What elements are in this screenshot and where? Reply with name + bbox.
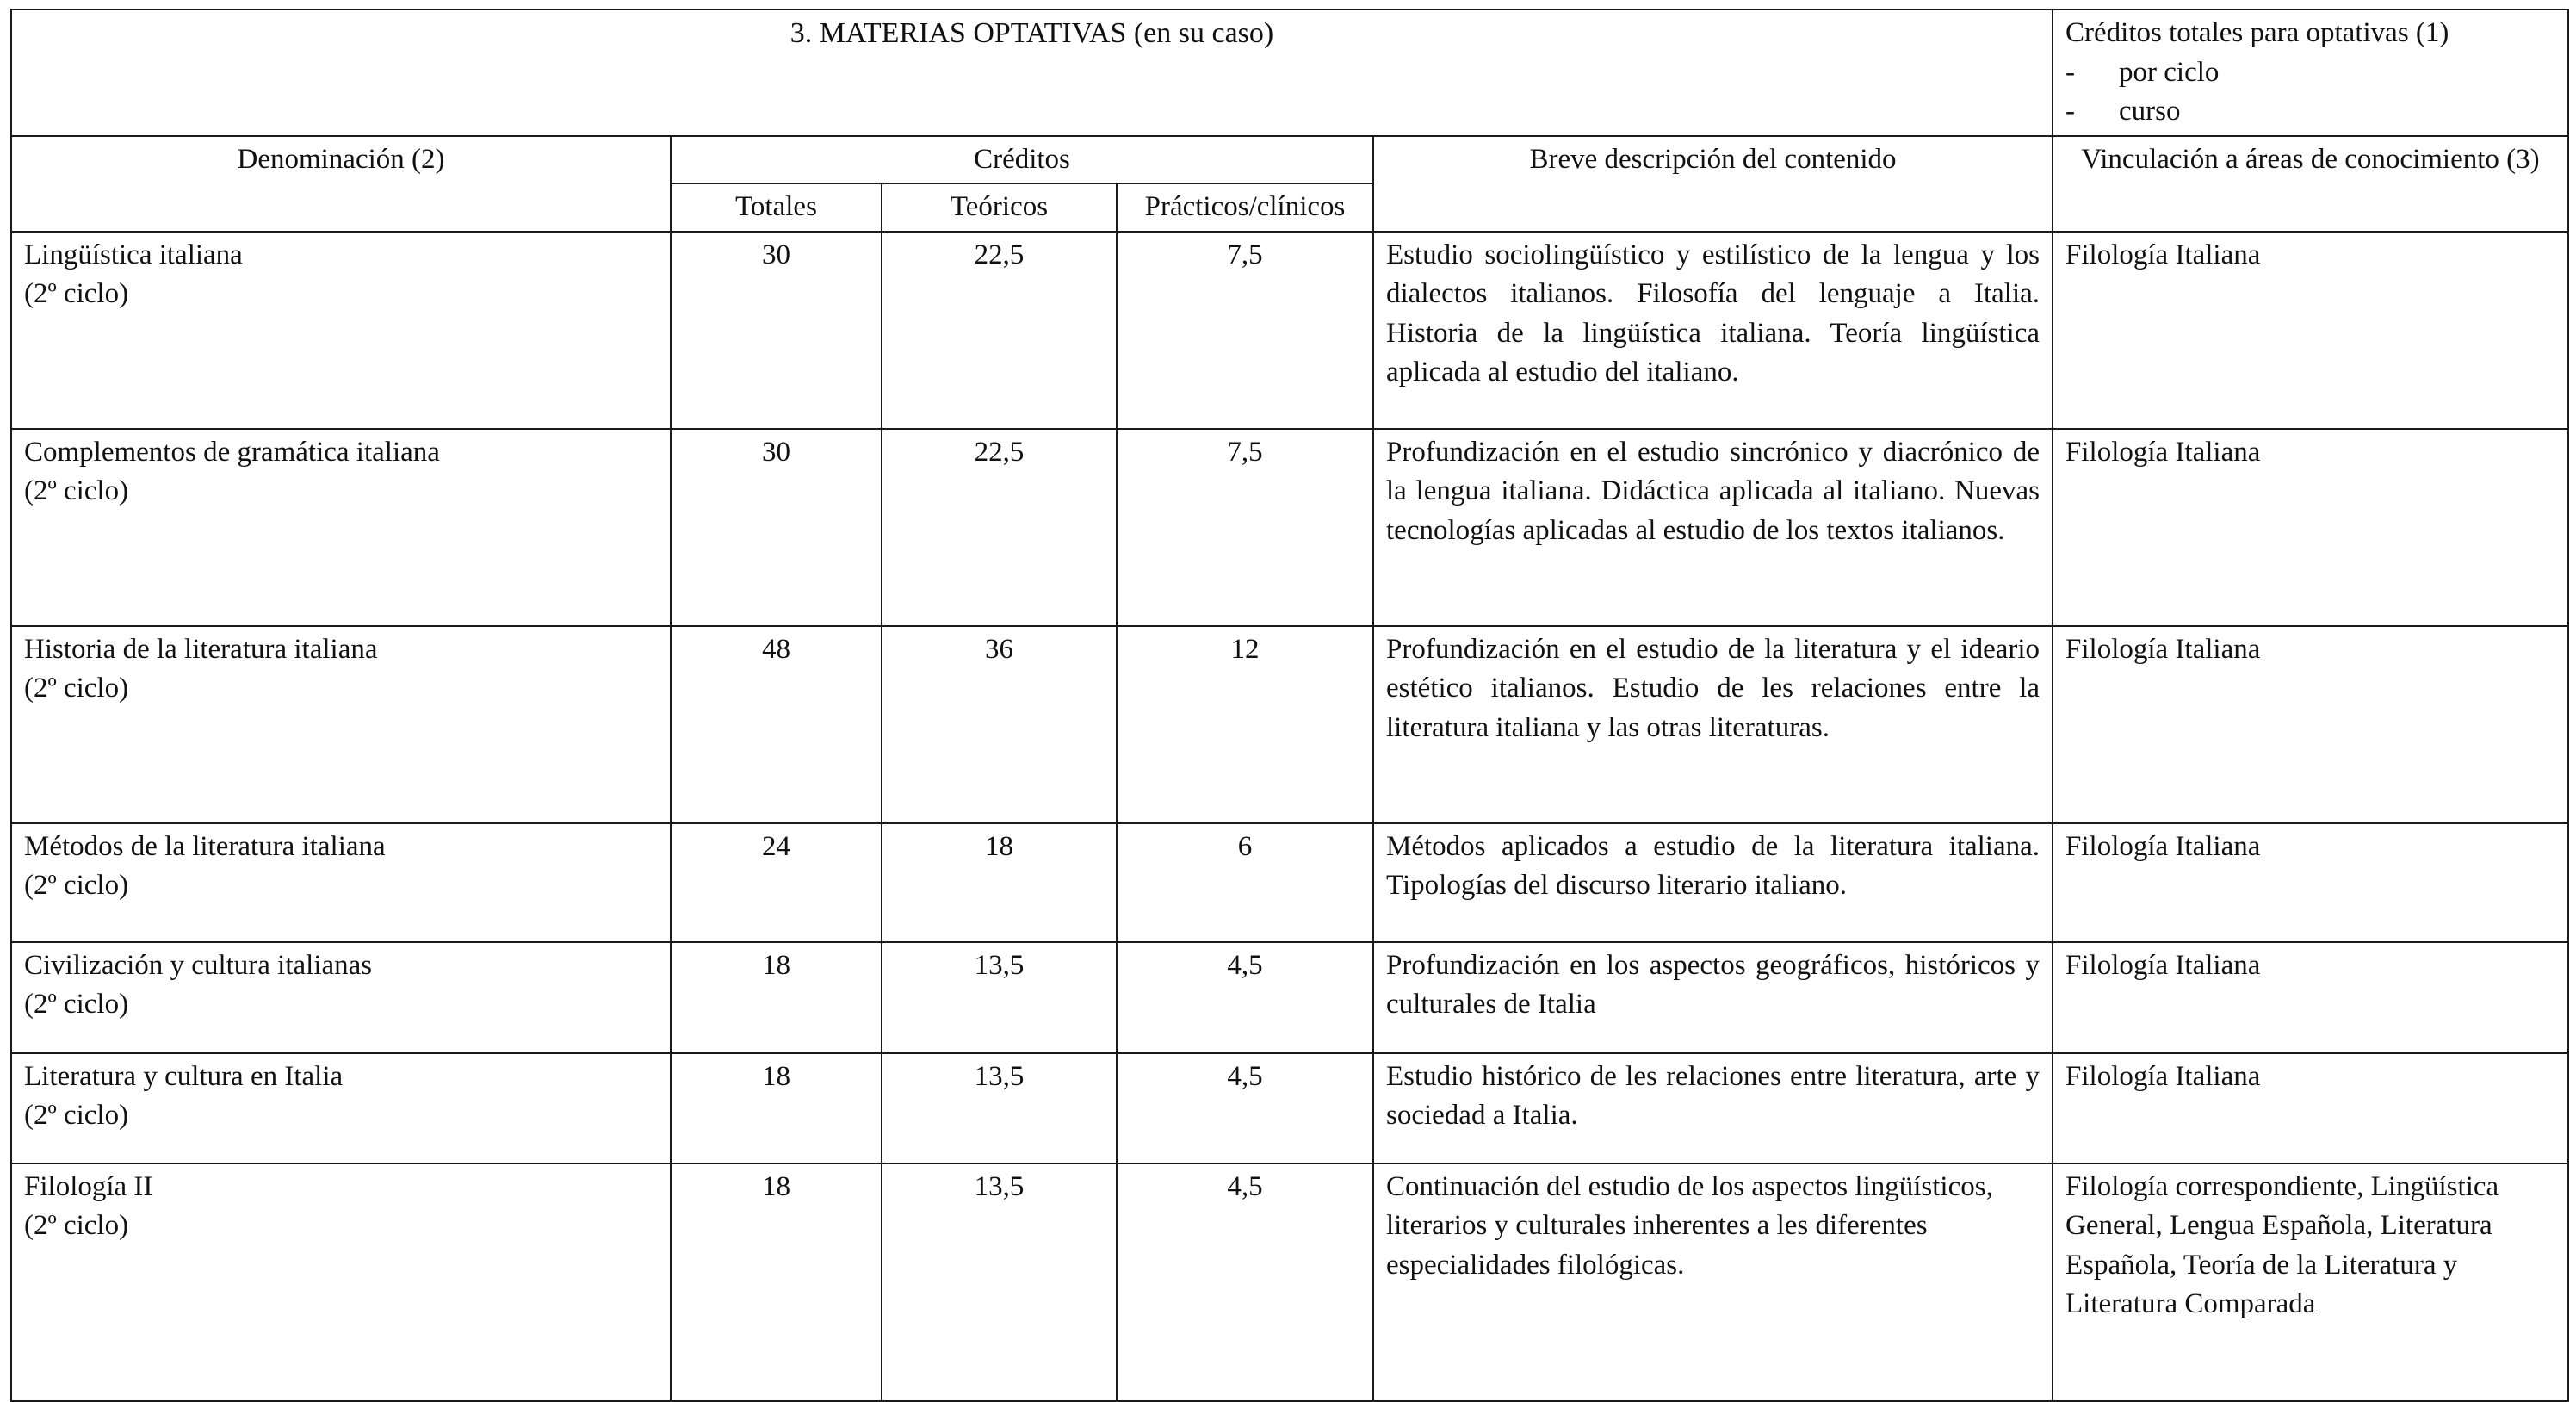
table-row	[11, 1163, 2568, 1401]
subject-name: Civilización y cultura italianas (2º ciclo)	[11, 942, 671, 1053]
header-creditos: Créditos	[671, 136, 1373, 184]
total-credits-item: - por ciclo	[2065, 56, 2220, 88]
credits-practicos: 7,5	[1117, 429, 1373, 626]
credits-teoricos: 13,5	[882, 1053, 1117, 1163]
credits-practicos: 4,5	[1117, 1163, 1373, 1401]
credits-totales: 30	[671, 429, 882, 626]
subject-description: Profundización en el estudio sincrónico y diacrónico de la lengua italiana. Didáctica aplicada al italiano. Nuevas tecnologías aplicadas al estudio de los textos italianos.	[1373, 429, 2053, 626]
subject-description: Estudio sociolingüístico y estilístico de la lengua y los dialectos italianos. Filosofía del lenguaje a Italia. Historia de la lingüística italiana. Teoría lingüística aplicada al estudio del italiano.	[1373, 232, 2053, 429]
header-vinculacion: Vinculación a áreas de conocimiento (3)	[2053, 136, 2568, 232]
header-totales: Totales	[671, 183, 882, 232]
section-title: 3. MATERIAS OPTATIVAS (en su caso)	[11, 9, 2053, 136]
credits-teoricos: 22,5	[882, 429, 1117, 626]
subject-description: Profundización en los aspectos geográficos, históricos y culturales de Italia	[1373, 942, 2053, 1053]
header-practicos: Prácticos/clínicos	[1117, 183, 1373, 232]
knowledge-area: Filología Italiana	[2053, 942, 2568, 1053]
total-credits-item: - curso	[2065, 96, 2181, 127]
table-row	[11, 626, 2568, 823]
subject-name: Historia de la literatura italiana (2º ciclo)	[11, 626, 671, 823]
credits-teoricos: 36	[882, 626, 1117, 823]
table-row	[11, 823, 2568, 942]
credits-teoricos: 18	[882, 823, 1117, 942]
document-page	[10, 9, 2567, 1374]
credits-practicos: 12	[1117, 626, 1373, 823]
table-row	[11, 942, 2568, 1053]
total-credits-heading: Créditos totales para optativas (1)	[2065, 17, 2449, 48]
table-row	[11, 1053, 2568, 1163]
credits-totales: 18	[671, 1163, 882, 1401]
subject-description: Estudio histórico de les relaciones entre literatura, arte y sociedad a Italia.	[1373, 1053, 2053, 1163]
header-descripcion: Breve descripción del contenido	[1373, 136, 2053, 232]
subject-name: Lingüística italiana (2º ciclo)	[11, 232, 671, 429]
credits-practicos: 6	[1117, 823, 1373, 942]
knowledge-area: Filología Italiana	[2053, 1053, 2568, 1163]
credits-totales: 30	[671, 232, 882, 429]
header-teoricos: Teóricos	[882, 183, 1117, 232]
credits-totales: 24	[671, 823, 882, 942]
credits-totales: 48	[671, 626, 882, 823]
subject-name: Complementos de gramática italiana (2º ciclo)	[11, 429, 671, 626]
subject-name: Filología II (2º ciclo)	[11, 1163, 671, 1401]
knowledge-area: Filología Italiana	[2053, 823, 2568, 942]
subject-name: Literatura y cultura en Italia (2º ciclo)	[11, 1053, 671, 1163]
credits-teoricos: 22,5	[882, 232, 1117, 429]
subject-description: Métodos aplicados a estudio de la literatura italiana. Tipologías del discurso literario italiano.	[1373, 823, 2053, 942]
subject-description: Profundización en el estudio de la literatura y el ideario estético italianos. Estudio de les relaciones entre la literatura italiana y las otras literaturas.	[1373, 626, 2053, 823]
credits-teoricos: 13,5	[882, 942, 1117, 1053]
credits-practicos: 4,5	[1117, 942, 1373, 1053]
credits-totales: 18	[671, 942, 882, 1053]
knowledge-area: Filología Italiana	[2053, 626, 2568, 823]
credits-totales: 18	[671, 1053, 882, 1163]
credits-practicos: 7,5	[1117, 232, 1373, 429]
table-row	[11, 429, 2568, 626]
subject-description: Continuación del estudio de los aspectos lingüísticos, literarios y culturales inherentes a les diferentes especialidades filológicas.	[1373, 1163, 2053, 1401]
credits-practicos: 4,5	[1117, 1053, 1373, 1163]
header-row	[11, 136, 2568, 184]
optional-subjects-table	[10, 9, 2569, 1402]
credits-teoricos: 13,5	[882, 1163, 1117, 1401]
header-denominacion: Denominación (2)	[11, 136, 671, 232]
total-credits-box	[2053, 9, 2568, 136]
knowledge-area: Filología correspondiente, Lingüística General, Lengua Española, Literatura Española, Teoría de la Literatura y Literatura Comparada	[2053, 1163, 2568, 1401]
title-row	[11, 9, 2568, 136]
knowledge-area: Filología Italiana	[2053, 429, 2568, 626]
knowledge-area: Filología Italiana	[2053, 232, 2568, 429]
table-row	[11, 232, 2568, 429]
subject-name: Métodos de la literatura italiana (2º ciclo)	[11, 823, 671, 942]
